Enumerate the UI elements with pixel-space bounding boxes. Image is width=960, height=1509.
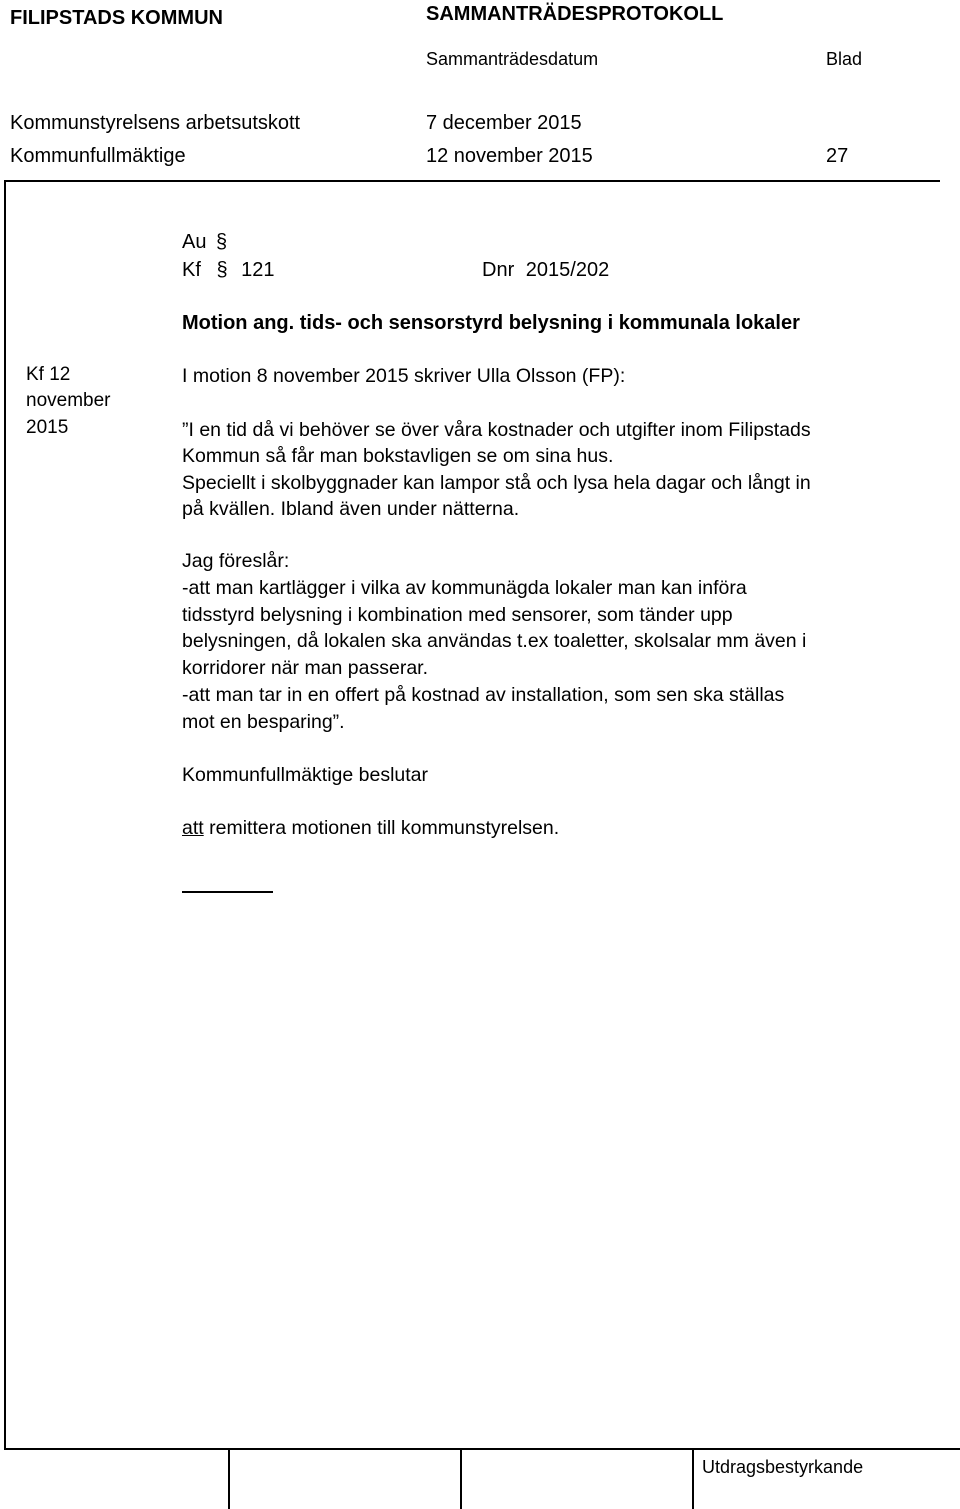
quote-line-1: ”I en tid då vi behöver se över våra kostnader och utgifter inom Filipstads	[182, 419, 811, 441]
proposal-line-4: belysningen, då lokalen ska användas t.ex toaletter, skolsalar mm även i	[182, 630, 807, 652]
body-name-kf: Kommunfullmäktige	[10, 145, 186, 167]
page-label: Blad	[826, 49, 863, 69]
header-divider	[4, 180, 940, 182]
extract-certification-label: Utdragsbestyrkande	[702, 1457, 864, 1477]
signature-box-divider-1	[228, 1450, 230, 1509]
margin-note-line3: 2015	[26, 417, 69, 438]
proposal-line-6: -att man tar in en offert på kostnad av installation, som sen ska ställas	[182, 684, 785, 706]
quote-line-4: på kvällen. Ibland även under nätterna.	[182, 498, 520, 520]
municipality-name: FILIPSTADS KOMMUN	[10, 7, 223, 29]
dnr-value: 2015/202	[525, 259, 610, 281]
end-rule	[182, 891, 273, 893]
quote-line-3: Speciellt i skolbyggnader kan lampor stå och lysa hela dagar och långt in	[182, 472, 811, 494]
meeting-date-label: Sammanträdesdatum	[426, 49, 599, 69]
decision-body: remittera motionen till kommunstyrelsen.	[203, 817, 560, 839]
signature-box-divider-2	[460, 1450, 462, 1509]
decision-text	[182, 815, 559, 842]
kf-reference	[182, 258, 275, 282]
diary-number	[482, 258, 609, 282]
decision-att: att	[182, 817, 204, 839]
document-type: SAMMANTRÄDESPROTOKOLL	[426, 3, 724, 25]
proposal-line-3: tidsstyrd belysning i kombination med sensorer, som tänder upp	[182, 604, 733, 626]
decision-heading: Kommunfullmäktige beslutar	[182, 764, 429, 786]
proposal-line-2: -att man kartlägger i vilka av kommunägda lokaler man kan införa	[182, 577, 747, 599]
left-margin-line	[4, 182, 6, 1449]
margin-note-line2: november	[26, 390, 111, 411]
proposal-line-1: Jag föreslår:	[182, 550, 290, 572]
section-sign-kf: §	[216, 259, 228, 281]
motion-intro: I motion 8 november 2015 skriver Ulla Olsson (FP):	[182, 365, 626, 387]
dnr-label: Dnr	[482, 259, 515, 281]
body-name-au: Kommunstyrelsens arbetsutskott	[10, 112, 301, 134]
page-number: 27	[826, 145, 849, 167]
body-date-kf: 12 november 2015	[426, 145, 593, 167]
kf-number: 121	[241, 259, 275, 281]
body-date-au: 7 december 2015	[426, 112, 582, 134]
proposal-line-5: korridorer när man passerar.	[182, 657, 429, 679]
kf-label: Kf	[182, 259, 201, 281]
case-title: Motion ang. tids- och sensorstyrd belysning i kommunala lokaler	[182, 312, 800, 334]
margin-note-line1: Kf 12	[26, 364, 71, 385]
au-label: Au	[182, 231, 207, 253]
quote-line-2: Kommun så får man bokstavligen se om sina hus.	[182, 445, 614, 467]
signature-box-divider-3	[692, 1450, 694, 1509]
footer-divider	[4, 1448, 960, 1450]
au-reference	[182, 230, 227, 254]
section-sign-au: §	[216, 231, 228, 253]
proposal-line-7: mot en besparing”.	[182, 711, 345, 733]
